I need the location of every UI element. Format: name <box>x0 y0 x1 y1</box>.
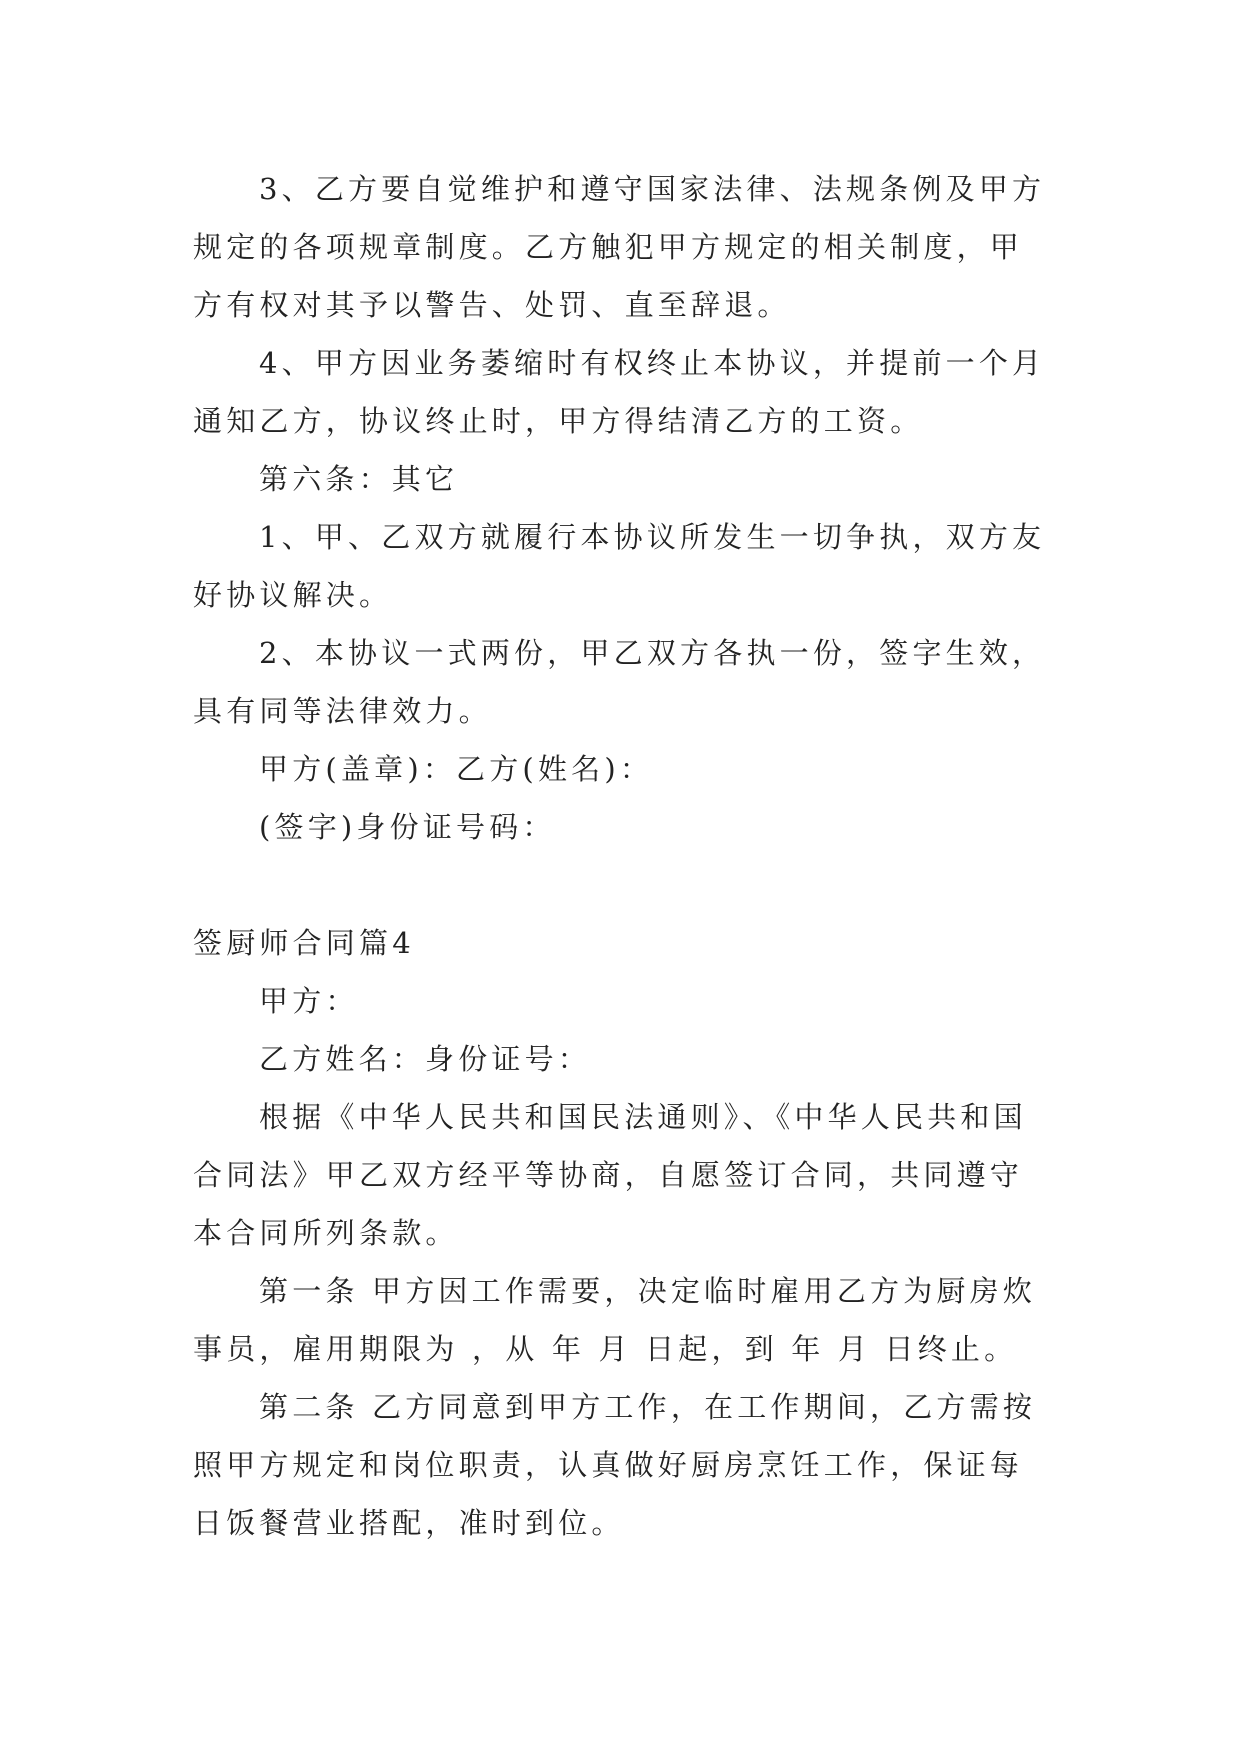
signature-line-id: (签字)身份证号码： <box>259 810 556 844</box>
clause-paragraph-2: 2、本协议一式两份，甲乙双方各执一份，签字生效，具有同等法律效力。 <box>193 636 1046 728</box>
section-spacer <box>193 856 1053 914</box>
clause-paragraph-3: 3、乙方要自觉维护和遵守国家法律、法规条例及甲方规定的各项规章制度。乙方触犯甲方规定的相关制度，甲方有权对其予以警告、处罚、直至辞退。 <box>193 172 1046 322</box>
party-a-line: 甲方： <box>259 984 359 1018</box>
clause-paragraph-1: 1、甲、乙双方就履行本协议所发生一切争执，双方友好协议解决。 <box>193 520 1046 612</box>
signature-line-parties: 甲方(盖章)：乙方(姓名)： <box>259 752 654 786</box>
party-b-line: 乙方姓名：身份证号： <box>259 1042 592 1076</box>
article-six-heading: 第六条：其它 <box>259 462 459 496</box>
article-one-paragraph: 第一条 甲方因工作需要，决定临时雇用乙方为厨房炊事员，雇用期限为 ，从 年 月 日起，到 年 月 日终止。 <box>193 1274 1037 1366</box>
legal-basis-paragraph: 根据《中华人民共和国民法通则》、《中华人民共和国合同法》甲乙双方经平等协商，自愿签订合同，共同遵守本合同所列条款。 <box>193 1100 1027 1250</box>
section-heading: 签厨师合同篇4 <box>193 926 415 960</box>
article-two-paragraph: 第二条 乙方同意到甲方工作，在工作期间，乙方需按照甲方规定和岗位职责，认真做好厨房烹饪工作，保证每日饭餐营业搭配，准时到位。 <box>193 1390 1037 1540</box>
clause-paragraph-4: 4、甲方因业务萎缩时有权终止本协议，并提前一个月通知乙方，协议终止时，甲方得结清乙方的工资。 <box>193 346 1046 438</box>
document-body <box>193 160 1053 1552</box>
